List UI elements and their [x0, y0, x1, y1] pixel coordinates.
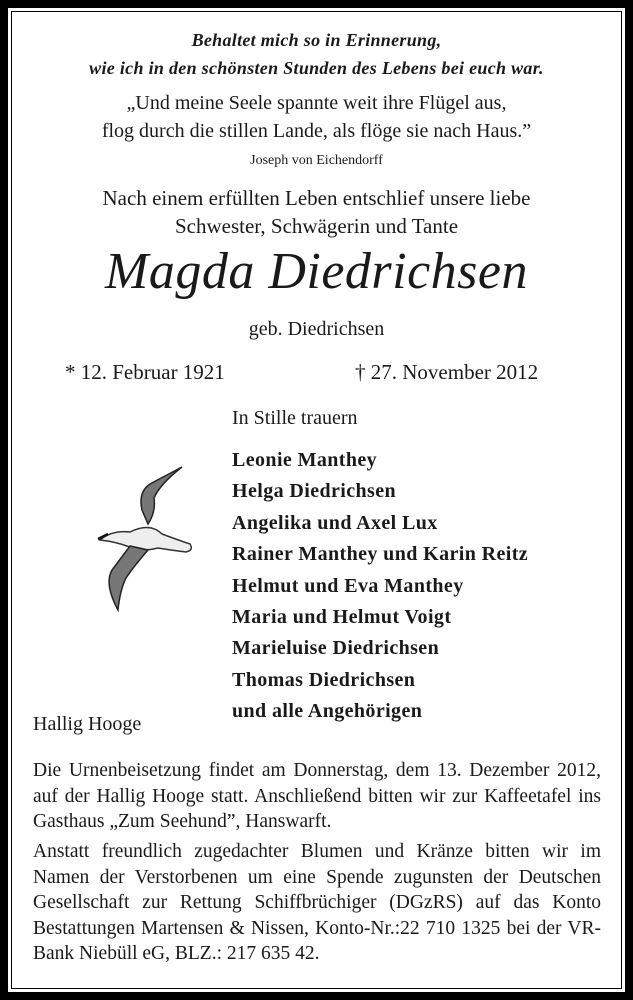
- mourner: Marieluise Diedrichsen: [232, 637, 440, 660]
- place-of-residence: Hallig Hooge: [33, 713, 142, 735]
- mourner: Maria und Helmut Voigt: [232, 605, 452, 628]
- quote-line-1: „Und meine Seele spannte weit ihre Flügel aus,: [126, 92, 507, 114]
- mourner: Thomas Diedrichsen: [232, 668, 416, 691]
- motto-line-1: Behaltet mich so in Erinnerung,: [191, 30, 442, 50]
- funeral-info: Die Urnenbeisetzung findet am Donnerstag, dem 13. Dezember 2012, auf der Hallig Hooge statt. Anschließend bitten wir zur Kaffeetafel ins Gasthaus „Zum Seehund”, Hanswarft.: [33, 760, 601, 832]
- mourning-heading: In Stille trauern: [232, 407, 358, 429]
- birth-date: * 12. Februar 1921: [65, 360, 225, 384]
- quote-author: Joseph von Eichendorff: [250, 153, 383, 168]
- mourner: Rainer Manthey und Karin Reitz: [232, 543, 529, 566]
- deceased-name: Magda Diedrichsen: [105, 243, 528, 300]
- intro-line-1: Nach einem erfüllten Leben entschlief unsere liebe: [102, 186, 531, 210]
- birth-name: geb. Diedrichsen: [248, 318, 385, 340]
- donation-info: Anstatt freundlich zugedachter Blumen und Kränze bitten wir im Namen der Verstorbenen um eine Spende zugunsten der Deutschen Gesellschaft zur Rettung Schiffbrüchiger (DGzRS) auf das Konto Bestattungen Martensen & Nissen, Konto-Nr.:22 710 1325 bei der VR-Bank Niebüll eG, BLZ.: 217 635 42.: [33, 841, 601, 964]
- seagull-icon: [90, 462, 200, 617]
- mourner: Helmut und Eva Manthey: [232, 574, 464, 597]
- mourner: Helga Diedrichsen: [232, 480, 397, 503]
- mourner: Angelika und Axel Lux: [232, 511, 438, 534]
- quote-line-2: flog durch die stillen Lande, als flöge sie nach Haus.”: [101, 120, 532, 142]
- mourner: Leonie Manthey: [232, 449, 378, 471]
- intro-line-2: Schwester, Schwägerin und Tante: [174, 214, 459, 238]
- mourner: und alle Angehörigen: [232, 700, 423, 723]
- death-date: † 27. November 2012: [355, 360, 539, 384]
- motto-line-2: wie ich in den schönsten Stunden des Lebens bei euch war.: [89, 58, 544, 78]
- mourners-list: [232, 446, 528, 729]
